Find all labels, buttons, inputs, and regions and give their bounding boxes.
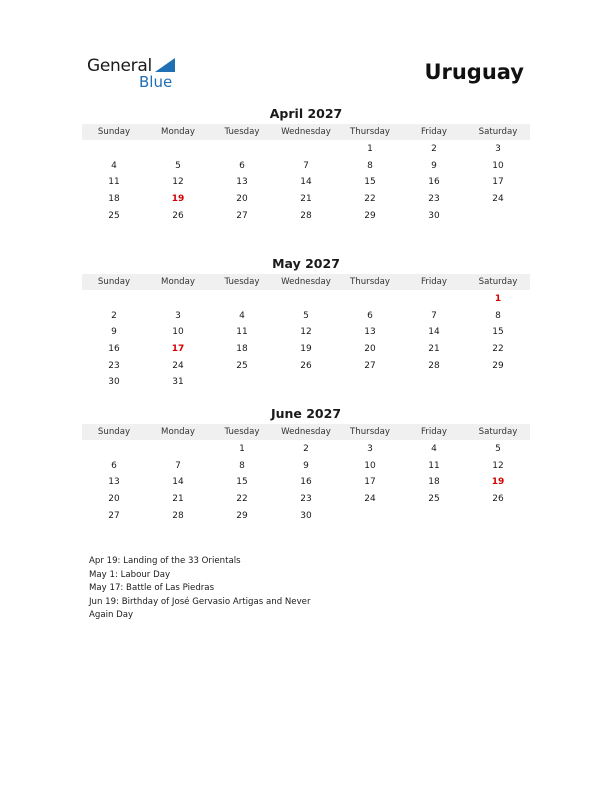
- day-cell: 4: [431, 444, 437, 454]
- weekday-label: Monday: [161, 277, 195, 287]
- weekday-label: Sunday: [97, 427, 131, 437]
- week-row: [82, 158, 530, 175]
- weekday-header: [82, 424, 530, 440]
- day-cell: 12: [300, 327, 312, 338]
- holiday-note: Again Day: [89, 610, 134, 620]
- day-cell: 3: [495, 144, 501, 154]
- day-cell: [466, 374, 530, 391]
- weekday-label: Wednesday: [281, 427, 331, 437]
- country-title: Uruguay: [424, 60, 524, 84]
- day-cell: 10: [172, 327, 184, 338]
- holiday-note: Jun 19: Birthday of José Gervasio Artigas and Never: [89, 596, 311, 607]
- week-row: [82, 491, 530, 508]
- day-cell: 15: [364, 177, 376, 188]
- day-cell: 8: [495, 310, 501, 321]
- weekday-label: Friday: [420, 277, 448, 287]
- week-row: [82, 358, 530, 375]
- week-row: [82, 141, 530, 158]
- day-cell: [82, 441, 146, 458]
- weekday-label: Tuesday: [224, 427, 260, 437]
- day-cell: 15: [492, 327, 504, 338]
- day-cell: 21: [172, 494, 184, 505]
- month-calendar: [82, 106, 530, 224]
- day-cell: 27: [364, 360, 376, 371]
- weekday-label: Saturday: [478, 277, 518, 287]
- day-cell: 21: [428, 344, 440, 355]
- day-cell: [274, 291, 338, 308]
- week-row: [82, 341, 530, 358]
- day-cell: [466, 508, 530, 525]
- day-cell: 28: [300, 210, 312, 221]
- week-row: [82, 374, 530, 391]
- day-cell: 7: [431, 310, 437, 321]
- day-cell: 18: [236, 344, 248, 355]
- day-cell: 19: [300, 344, 312, 355]
- day-cell: 8: [239, 460, 245, 471]
- day-cell: 6: [239, 160, 245, 171]
- day-cell: [274, 141, 338, 158]
- week-row: [82, 474, 530, 491]
- weekday-label: Monday: [161, 427, 195, 437]
- day-cell: 14: [172, 477, 184, 488]
- week-row: [82, 441, 530, 458]
- day-cell: 11: [428, 460, 440, 471]
- day-cell: 26: [300, 360, 312, 371]
- holiday-day-cell: 19: [171, 194, 185, 205]
- holiday-note: May 17: Battle of Las Piedras: [89, 583, 215, 593]
- weekday-label: Tuesday: [224, 127, 260, 137]
- month-title: April 2027: [269, 106, 343, 121]
- weekday-label: Thursday: [350, 427, 390, 437]
- holiday-note: May 1: Labour Day: [89, 569, 171, 580]
- logo-triangle-icon: [155, 58, 175, 72]
- day-cell: 30: [108, 377, 120, 388]
- day-cell: 3: [367, 444, 373, 454]
- day-cell: 10: [492, 160, 504, 171]
- day-cell: [338, 374, 402, 391]
- day-cell: 28: [428, 360, 440, 371]
- day-cell: [402, 508, 466, 525]
- day-cell: 28: [172, 510, 184, 521]
- weekday-label: Monday: [161, 127, 195, 137]
- day-cell: 5: [495, 444, 501, 454]
- weekday-label: Tuesday: [224, 277, 260, 287]
- day-cell: 26: [172, 210, 184, 221]
- day-cell: 22: [236, 494, 248, 505]
- day-cell: 20: [236, 194, 248, 205]
- weekday-header: [82, 274, 530, 290]
- day-cell: 7: [175, 460, 181, 471]
- day-cell: 18: [428, 477, 440, 488]
- day-cell: 2: [111, 310, 117, 321]
- day-cell: 10: [364, 460, 376, 471]
- day-cell: 14: [300, 177, 312, 188]
- week-row: [82, 458, 530, 475]
- day-cell: 16: [108, 344, 120, 355]
- day-cell: 25: [108, 210, 120, 221]
- day-cell: 25: [236, 360, 248, 371]
- month-calendar: [82, 256, 530, 391]
- month-calendar: [82, 406, 530, 524]
- day-cell: 24: [172, 360, 184, 371]
- weekday-label: Friday: [420, 427, 448, 437]
- holiday-day-cell: 17: [171, 344, 185, 355]
- day-cell: 20: [108, 494, 120, 505]
- day-cell: 2: [431, 144, 437, 154]
- week-row: [82, 308, 530, 325]
- day-cell: 31: [172, 377, 184, 388]
- day-cell: [82, 141, 146, 158]
- day-cell: [402, 374, 466, 391]
- day-cell: 11: [236, 327, 248, 338]
- day-cell: [210, 291, 274, 308]
- day-cell: 29: [364, 210, 376, 221]
- holiday-day-cell: 1: [494, 294, 502, 304]
- day-cell: [338, 508, 402, 525]
- logo-blue-text: Blue: [139, 73, 173, 91]
- week-row: [82, 508, 530, 525]
- weekday-label: Thursday: [350, 277, 390, 287]
- day-cell: 23: [300, 494, 312, 505]
- weekday-label: Wednesday: [281, 127, 331, 137]
- day-cell: 30: [428, 210, 440, 221]
- holiday-note: Apr 19: Landing of the 33 Orientals: [89, 556, 241, 566]
- day-cell: 5: [175, 160, 181, 171]
- day-cell: 1: [367, 144, 373, 154]
- day-cell: [402, 291, 466, 308]
- day-cell: 13: [236, 177, 248, 188]
- month-title: June 2027: [270, 406, 342, 421]
- day-cell: 5: [303, 310, 309, 321]
- day-cell: 22: [364, 194, 376, 205]
- day-cell: 26: [492, 494, 504, 505]
- day-cell: 1: [239, 444, 245, 454]
- day-cell: 15: [236, 477, 248, 488]
- weekday-label: Thursday: [350, 127, 390, 137]
- day-cell: 21: [300, 194, 312, 205]
- day-cell: 24: [364, 494, 376, 505]
- day-cell: 18: [108, 194, 120, 205]
- day-cell: 29: [236, 510, 248, 521]
- week-row: [82, 324, 530, 341]
- day-cell: 7: [303, 160, 309, 171]
- day-cell: [146, 291, 210, 308]
- month-title: May 2027: [272, 256, 340, 271]
- day-cell: 12: [492, 460, 504, 471]
- week-row: [82, 208, 530, 225]
- brand-logo: [87, 54, 187, 94]
- weekday-label: Wednesday: [281, 277, 331, 287]
- day-cell: [210, 141, 274, 158]
- day-cell: 23: [428, 194, 440, 205]
- week-row: [82, 191, 530, 208]
- day-cell: 11: [108, 177, 120, 188]
- day-cell: [146, 141, 210, 158]
- day-cell: [210, 374, 274, 391]
- day-cell: 17: [492, 177, 504, 188]
- day-cell: [466, 208, 530, 225]
- holiday-notes: [89, 555, 349, 623]
- weekday-label: Sunday: [97, 127, 131, 137]
- day-cell: 9: [431, 160, 437, 171]
- weekday-label: Saturday: [478, 127, 518, 137]
- holiday-day-cell: 19: [491, 477, 505, 488]
- day-cell: 6: [367, 310, 373, 321]
- weekday-label: Sunday: [97, 277, 131, 287]
- day-cell: 22: [492, 344, 504, 355]
- week-row: [82, 174, 530, 191]
- weekday-label: Friday: [420, 127, 448, 137]
- day-cell: 23: [108, 360, 120, 371]
- logo-general-text: General: [87, 56, 152, 76]
- day-cell: 17: [364, 477, 376, 488]
- day-cell: 2: [303, 444, 309, 454]
- day-cell: 3: [175, 310, 181, 321]
- day-cell: 27: [108, 510, 120, 521]
- day-cell: 30: [300, 510, 312, 521]
- day-cell: 29: [492, 360, 504, 371]
- day-cell: [82, 291, 146, 308]
- weekday-label: Saturday: [478, 427, 518, 437]
- week-row: [82, 291, 530, 308]
- day-cell: 13: [108, 477, 120, 488]
- weekday-header: [82, 124, 530, 140]
- day-cell: [274, 374, 338, 391]
- day-cell: 14: [428, 327, 440, 338]
- day-cell: [146, 441, 210, 458]
- day-cell: [338, 291, 402, 308]
- day-cell: 24: [492, 194, 504, 205]
- day-cell: 12: [172, 177, 184, 188]
- day-cell: 4: [239, 310, 245, 321]
- day-cell: 16: [300, 477, 312, 488]
- day-cell: 16: [428, 177, 440, 188]
- day-cell: 9: [303, 460, 309, 471]
- day-cell: 4: [111, 160, 117, 171]
- day-cell: 20: [364, 344, 376, 355]
- day-cell: 9: [111, 327, 117, 338]
- day-cell: 6: [111, 460, 117, 471]
- day-cell: 8: [367, 160, 373, 171]
- day-cell: 13: [364, 327, 376, 338]
- day-cell: 27: [236, 210, 248, 221]
- day-cell: 25: [428, 494, 440, 505]
